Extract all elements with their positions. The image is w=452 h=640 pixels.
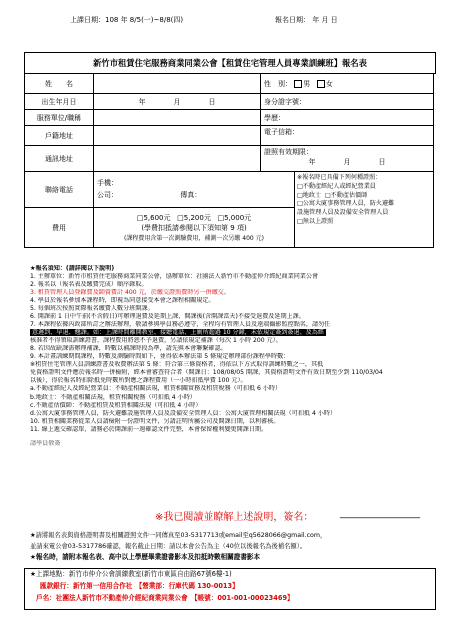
note-line: 4. 學員於報名參加本課程時，即視為同意接受本會之課程相關規定。 <box>30 297 215 305</box>
notes-footer: 請學員敬簽 <box>30 439 61 447</box>
fee-label: 費用 <box>25 208 94 248</box>
note-line: 免資格證明文件應於報名時一併檢附，經本會審查符合者（開課日：108/08/05 開課，其資格證明文件有效日期至少到 110/03/04 <box>30 369 383 377</box>
mail-address-label: 通訊地址 <box>25 146 94 172</box>
note-line: ※租賃住宅管理人員訓練證書及收費辦法第 5 條：符合第三條資格者，得依以下方式取得訓練時數之一，其抵 <box>30 361 324 369</box>
note-line: 11. 線上遞交確認單，請務必於開課前一週確認文件完整，本會保留權利變更開課日期。 <box>30 425 268 433</box>
address-label: 戶籍地址 <box>25 126 94 146</box>
contact-line-1: ★請將報名表與資格證明書及相關證照文件一同傳真至03-5317713或email至q5628066@gmail.com， <box>30 532 327 539</box>
email-field[interactable]: 電子信箱： <box>261 126 434 146</box>
education-field[interactable]: 學歷： <box>261 110 434 126</box>
address-field[interactable] <box>94 126 261 146</box>
employer-label: 服務單位/職稱 <box>25 110 94 126</box>
id-field[interactable]: 身分證字號： <box>261 94 434 110</box>
mail-address-field[interactable] <box>94 146 261 172</box>
note-line: 3. 租賃管理人員登錄費及師資費計 400 元，於繳交證照費時另一併繳交。 <box>30 289 230 297</box>
name-field[interactable] <box>94 74 261 94</box>
contact-line-2: 並請來電公會03-5317786確認，報名截止日期：請以本會公告為主（40位以後報名為後補名額）。 <box>30 543 307 550</box>
name-label: 姓 名 <box>25 74 94 94</box>
note-line: 核准者不得領取訓練證書，課程費用將恕不予退費，另請依規定補課（每次 1 小時 200 元）。 <box>30 337 282 345</box>
employer-field[interactable] <box>94 110 261 126</box>
gender-cell <box>261 74 434 94</box>
phone-cell <box>94 172 295 208</box>
mobile-field[interactable]: 手機： <box>97 179 118 188</box>
office-field[interactable]: 公司： <box>97 190 118 199</box>
note-line: a.不動產經紀人及經紀營業員：不動產相關法規，租賃相關實務及租賃稅務（可扣抵 6 小時） <box>30 385 282 393</box>
fee-note-retest: (課程費用含第一次測驗費用，補測一次另繳 400 元) <box>124 234 264 242</box>
fee-option-5000[interactable]: □5,000元 <box>217 213 252 222</box>
fee-option-5600[interactable]: □5,600元 <box>136 213 171 222</box>
note-line: c.不動產估價師：不動產租賃及租賃相關法規（可扣抵 4 小時） <box>30 401 202 409</box>
form-title: 新竹市租賃住宅服務商業同業公會【租賃住宅管理人員專業訓練班】報名表 <box>24 52 436 74</box>
note-line: 6. 開課前 1 日中午前(不含假日)可辦理退費及延期上課，開課後(含開課當天)不接受退費及延期上課。 <box>30 313 305 321</box>
bank-info: 匯款銀行：新竹第一信用合作社 【營業部：行庫代碼 130-0013】 <box>40 582 239 590</box>
signature-statement: ※我已閱讀並瞭解上述說明，簽名： <box>155 512 314 523</box>
note-line: d.公寓大廈事務管理人員，防火避難設施管理人員及設備安全管理人員：公寓大廈管理相關法規（可扣抵 4 小時） <box>30 409 337 417</box>
class-location: ★上課地點：新竹市仲介公會訓練教室(新竹市東區自由路67號6樓-1) <box>30 570 232 578</box>
dob-label: 出生年月日 <box>25 94 94 110</box>
cert-land-agent-option[interactable]: □地政士 <box>297 191 322 199</box>
signup-date: 報名日期： 年 月 日 <box>275 16 338 24</box>
note-line: 10. 租賃相關業務從業人員請檢附一份證明文件，另請註明所屬公司及開課日期，以利審核。 <box>30 417 280 425</box>
dob-field[interactable]: 年 月 日 <box>94 94 261 110</box>
reexam-label: 證照有效期限： <box>264 148 313 156</box>
phone-label: 聯絡電話 <box>25 172 94 208</box>
cert-appraiser-option[interactable]: □不動產估價師 <box>324 191 368 199</box>
cert-broker-option[interactable]: □不動產經紀人或經紀營業員 <box>297 182 376 190</box>
reexam-date[interactable]: 年 月 日 <box>308 158 386 166</box>
registration-form <box>24 73 434 248</box>
note-line: 以後），得於報名時扣除抵免時數所對應之課程費用（一小時扣抵學費 100 元）。 <box>30 377 247 385</box>
note-line-highlight: 意遲到、早退、翹課。如：上課時間離開教室、接聽電話、上廁所超過 10 分鐘，未依規定簽到簽退、及為經 <box>32 329 324 337</box>
gender-label: 性 別： <box>264 79 292 88</box>
note-line: b.地政士：不動產相關法規，租賃相關稅務（可扣抵 4 小時） <box>30 393 196 401</box>
fax-field[interactable]: 傳真： <box>180 190 202 199</box>
note-line: 9. 本計畫訓練期間課程，時數及測驗時間如下，並得依本辦法第 5 條規定辦理部份課程學時數： <box>30 353 290 361</box>
contact-line-3: ★報名時，請附本報名表、高中以上學歷畢業證書影本及扣抵時數相關證書影本 <box>30 553 261 561</box>
signature-field[interactable]: ________________ <box>340 508 420 519</box>
account-info: 戶名：社團法人新竹市不動產仲介經紀商業同業公會 【帳號：001-001-00023469】 <box>36 594 294 602</box>
note-line: 2. 報名以（報名表及繳費完成）順序錄取。 <box>30 281 148 289</box>
male-checkbox[interactable] <box>294 80 302 88</box>
notes-heading: ★報名須知：(請詳閱以下說明) <box>30 265 115 272</box>
male-label: 男 <box>303 79 311 88</box>
fee-option-5200[interactable]: □5,200元 <box>177 213 211 222</box>
certificates-cell <box>295 172 434 248</box>
cert-none-option[interactable]: □無以上證照 <box>297 218 334 226</box>
fee-note-deduction: (學費扣抵請參閱以下須知第 9 項) <box>141 224 247 232</box>
note-line: 5. 每個班次按照實際報名繳費人數分班開課。 <box>30 305 154 313</box>
certificates-title: ※報名時已具備下列何種證照： <box>297 174 382 181</box>
female-checkbox[interactable] <box>317 80 325 88</box>
cert-building-manager-option[interactable]: □公寓大廈事務管理人員，防火避難 <box>297 200 395 208</box>
reexam-cell <box>261 146 434 172</box>
class-dates: 上課日期：108 年 8/5(一)~8/8(四) <box>70 16 184 24</box>
fee-cell <box>94 208 295 248</box>
notes-section <box>30 265 430 448</box>
note-line: 7. 本課程依據內政部所訂之辦法辦理，敬請參與學員務必遵守，全程均有管理人員及遠端攝影監控點名，請勿任 <box>30 321 331 329</box>
cert-building-manager-cont: 設施管理人員及設備安全管理人員 <box>297 209 389 217</box>
note-line: 1. 主辦單位：新竹市租賃住宅服務商業同業公會，協辦單位：社團法人新竹市不動產仲介經紀商業同業公會 <box>30 273 319 281</box>
note-line: 8. 若因故缺課需辦理補課，時數以補課時段為準，請先與本會聯繫確認。 <box>30 345 227 353</box>
female-label: 女 <box>325 79 333 88</box>
